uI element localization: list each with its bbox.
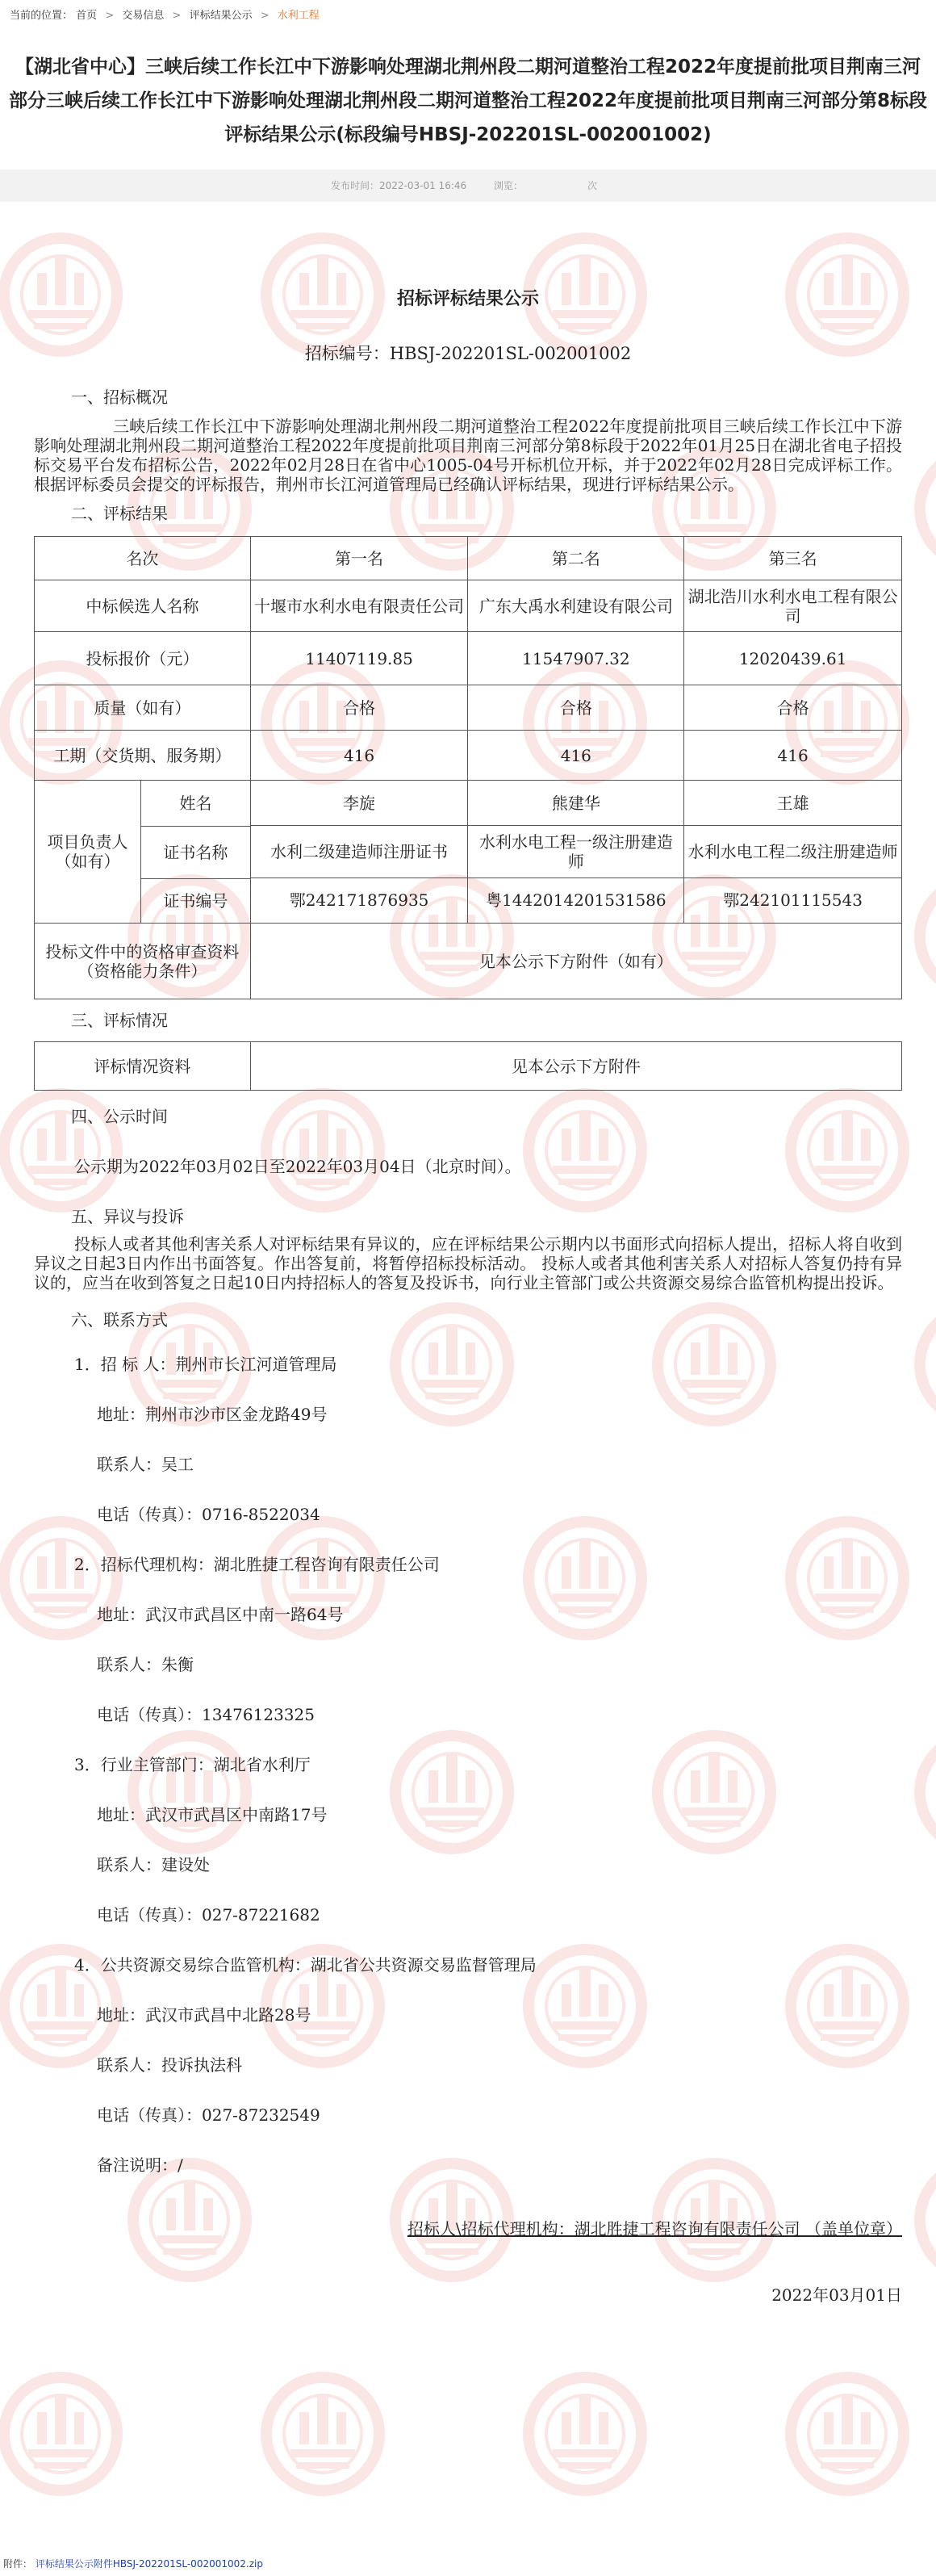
contact-agency (34, 1539, 902, 1740)
contact-person: 联系人：建设处 (97, 1855, 210, 1874)
evaluation-table (34, 1041, 902, 1091)
breadcrumb-separator: > (105, 10, 115, 22)
attachment-label: 附件： (3, 2558, 33, 2570)
contact-title: 2．招标代理机构：湖北胜捷工程咨询有限责任公司 (74, 1555, 440, 1574)
breadcrumb-link-trade[interactable]: 交易信息 (122, 10, 165, 22)
watermark-seal (254, 2365, 391, 2503)
table-row (35, 781, 902, 826)
table-cell: 416 (250, 731, 468, 781)
watermark-seal (908, 440, 936, 577)
contact-person: 联系人：投诉执法科 (97, 2055, 242, 2075)
table-header-cell: 名次 (35, 537, 251, 580)
table-cell: 王雄 (684, 781, 902, 826)
table-cell: 证书编号 (163, 891, 228, 911)
breadcrumb-prefix: 当前的位置： (10, 10, 73, 22)
table-cell: 评标情况资料 (35, 1042, 251, 1091)
contact-title: 4．公共资源交易综合监管机构：湖北省公共资源交易监督管理局 (74, 1955, 537, 1975)
page-title: 【湖北省中心】三峡后续工作长江中下游影响处理湖北荆州段二期河道整治工程2022年度提前批项目荆南三河部分三峡后续工作长江中下游影响处理湖北荆州段二期河道整治工程2022年度提前批项目荆南三河部分第8标段评标结果公示(标段编号HBSJ-202201SL-002001002) (8, 57, 928, 145)
table-cell: 合格 (250, 685, 468, 731)
breadcrumb-separator: > (172, 10, 182, 22)
contact-phone: 电话（传真）：027-87232549 (97, 2105, 320, 2125)
watermark-seal (0, 2365, 129, 2503)
contact-title: 3．行业主管部门：湖北省水利厅 (74, 1755, 311, 1774)
contact-address: 地址：荆州市沙市区金龙路49号 (97, 1405, 328, 1424)
breadcrumb-current[interactable]: 水利工程 (277, 10, 320, 22)
contact-address: 地址：武汉市武昌区中南一路64号 (97, 1605, 344, 1624)
contact-address: 地址：武汉市武昌中北路28号 (97, 2005, 311, 2025)
table-cell: 416 (468, 731, 684, 781)
contact-person: 联系人：朱衡 (97, 1655, 194, 1674)
breadcrumb (0, 0, 936, 32)
watermark-seal (908, 868, 936, 1005)
table-cell: 十堰市水利水电有限责任公司 (250, 580, 468, 632)
table-cell: 合格 (684, 685, 902, 731)
watermark-seal (779, 2365, 916, 2503)
publish-time: 发布时间：2022-03-01 16:46 (331, 180, 467, 191)
table-cell: 见本公示下方附件（如有） (250, 924, 901, 999)
contact-address: 地址：武汉市武昌区中南路17号 (97, 1805, 328, 1824)
document-date: 2022年03月01日 (771, 2285, 902, 2305)
watermark-seal (908, 1296, 936, 1433)
remark: 备注说明：/ (97, 2155, 183, 2175)
contact-phone: 电话（传真）：0716-8522034 (97, 1505, 320, 1524)
watermark-seal (516, 2365, 654, 2503)
attachment-bar (0, 2553, 936, 2576)
table-row (35, 537, 902, 580)
watermark-seal (908, 2151, 936, 2289)
document-number: 招标编号：HBSJ-202201SL-002001002 (304, 344, 632, 363)
table-cell: 合格 (468, 685, 684, 731)
views-label: 浏览： (493, 180, 523, 191)
contact-supervision (34, 1940, 902, 2140)
table-cell: 李旋 (250, 781, 468, 826)
section-5-paragraph: 投标人或者其他利害关系人对评标结果有异议的，应在评标结果公示期内以书面形式向招标人提出，招标人将自收到异议之日起3日内作出书面答复。作出答复前，将暂停招标投标活动。 投标人或者其他利害关系人对招标人答复仍持有异议的，应当在收到答复之日起10日内持招标人的答复及投诉书，向行业主管部门或公共资源交易综合监管机构提出投诉。 (34, 1234, 902, 1292)
project-manager-label: 项目负责人（如有） (35, 781, 141, 923)
project-manager-group (35, 781, 251, 924)
watermark-seal (908, 1724, 936, 1861)
table-cell: 鄂242101115543 (684, 878, 902, 923)
table-row (35, 1042, 902, 1091)
section-4-heading: 四、公示时间 (71, 1107, 168, 1126)
table-cell: 姓名 (141, 781, 250, 827)
breadcrumb-separator: > (260, 10, 270, 22)
document-heading: 招标评标结果公示 (396, 288, 539, 309)
section-5-heading: 五、异议与投诉 (71, 1207, 184, 1226)
table-cell: 12020439.61 (684, 632, 902, 685)
table-header-cell: 第三名 (684, 537, 902, 580)
table-cell: 熊建华 (468, 781, 684, 826)
table-header-cell: 第二名 (468, 537, 684, 580)
table-cell: 投标文件中的资格审查资料（资格能力条件） (35, 924, 251, 999)
section-3-heading: 三、评标情况 (71, 1011, 168, 1030)
section-4-paragraph: 公示期为2022年03月02日至2022年03月04日（北京时间）。 (74, 1157, 521, 1176)
contact-phone: 电话（传真）：027-87221682 (97, 1905, 320, 1925)
table-header-cell: 第一名 (250, 537, 468, 580)
table-row (35, 685, 902, 731)
section-1-paragraph: 三峡后续工作长江中下游影响处理湖北荆州段二期河道整治工程2022年度提前批项目三峡后续工作长江中下游影响处理湖北荆州段二期河道整治工程2022年度提前批项目荆南三河部分第8标段于2022年01月25日在湖北省电子招投标交易平台发布招标公告，2022年02月28日在省中心1005-04号开标机位开标，并于2022年02月28日完成评标工作。根据评标委员会提交的评标报告，荆州市长江河道管理局已经确认评标结果，现进行评标结果公示。 (34, 417, 902, 494)
table-cell: 鄂242171876935 (250, 878, 468, 923)
table-row (35, 632, 902, 685)
section-6-heading: 六、联系方式 (71, 1310, 168, 1330)
table-cell: 水利二级建造师注册证书 (250, 826, 468, 878)
contact-tenderer (34, 1339, 902, 1539)
results-table (34, 536, 902, 999)
table-cell: 湖北浩川水利水电工程有限公司 (684, 580, 902, 632)
table-row (35, 731, 902, 781)
signature-line: 招标人\招标代理机构：湖北胜捷工程咨询有限责任公司 （盖单位章） (407, 2219, 902, 2239)
table-cell: 水利水电工程二级注册建造师 (684, 826, 902, 878)
table-cell: 416 (684, 731, 902, 781)
table-cell: 水利水电工程一级注册建造师 (468, 826, 684, 878)
meta-bar (0, 170, 936, 202)
table-cell: 11547907.32 (468, 632, 684, 685)
table-row (35, 924, 902, 999)
table-cell: 质量（如有） (35, 685, 251, 731)
document-body (34, 283, 902, 2311)
section-1-heading: 一、招标概况 (71, 387, 168, 407)
table-cell: 投标报价（元） (35, 632, 251, 685)
attachment-link[interactable]: 评标结果公示附件HBSJ-202201SL-002001002.zip (35, 2558, 263, 2570)
contact-title: 1．招 标 人：荆州市长江河道管理局 (74, 1355, 337, 1374)
table-cell: 11407119.85 (250, 632, 468, 685)
breadcrumb-link-home[interactable]: 首页 (76, 10, 98, 22)
section-2-heading: 二、评标结果 (71, 504, 168, 523)
views-unit: 次 (587, 180, 597, 191)
contact-phone: 电话（传真）：13476123325 (97, 1705, 315, 1724)
table-cell: 粤1442014201531586 (468, 878, 684, 923)
contact-authority (34, 1740, 902, 1940)
breadcrumb-link-results[interactable]: 评标结果公示 (189, 10, 253, 22)
table-cell: 中标候选人名称 (35, 580, 251, 632)
table-cell: 工期（交货期、服务期） (35, 731, 251, 781)
table-cell: 广东大禹水利建设有限公司 (468, 580, 684, 632)
table-row (35, 580, 902, 632)
table-cell: 证书名称 (141, 827, 250, 879)
contact-person: 联系人：吴工 (97, 1455, 194, 1474)
table-cell: 见本公示下方附件 (250, 1042, 901, 1091)
view-count-label (486, 180, 605, 191)
